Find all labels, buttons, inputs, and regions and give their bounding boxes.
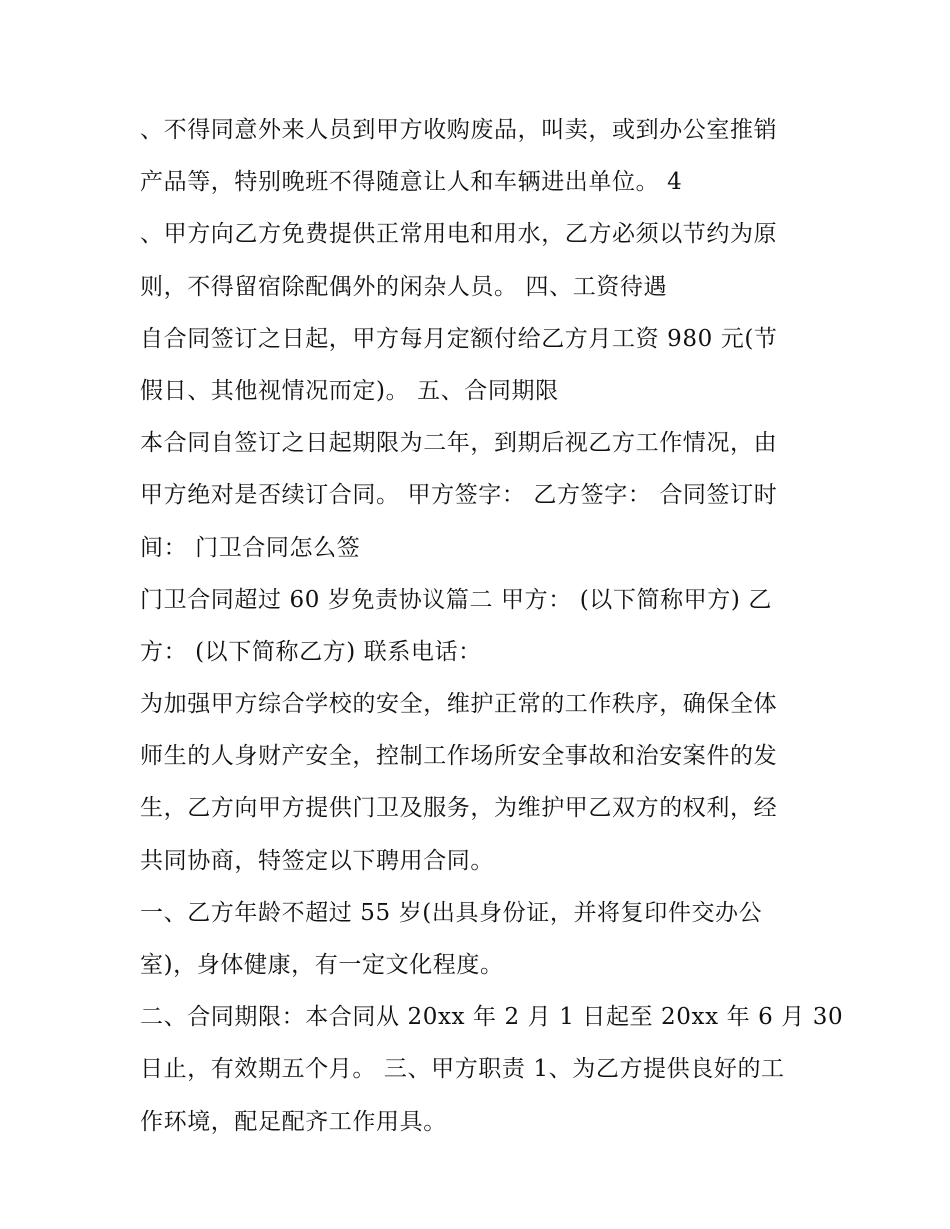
text-line: 本合同自签订之日起期限为二年，到期后视乙方工作情况，由 (140, 430, 778, 457)
text-line: 一、乙方年龄不超过 55 岁(出具身份证，并将复印件交办公 (140, 899, 763, 926)
text-line: 、不得同意外来人员到甲方收购废品，叫卖，或到办公室推销 (140, 117, 778, 143)
text-line: 产品等，特别晚班不得随意让人和车辆进出单位。 4 (140, 169, 683, 196)
text-line: 作环境，配足配齐工作用具。 (140, 1108, 447, 1135)
text-line: 假日、其他视情况而定)。 五、合同期限 (140, 377, 559, 404)
text-line: 为加强甲方综合学校的安全，维护正常的工作秩序，确保全体 (140, 691, 778, 718)
text-line: 室)，身体健康，有一定文化程度。 (140, 952, 504, 978)
text-line: 共同协商，特签定以下聘用合同。 (140, 847, 494, 874)
text-line: 自合同签订之日起，甲方每月定额付给乙方月工资 980 元(节 (140, 325, 778, 352)
text-line: 二、合同期限：本合同从 20xx 年 2 月 1 日起至 20xx 年 6 月 30 (140, 1004, 844, 1031)
text-line: 甲方绝对是否续订合同。 甲方签字： 乙方签字： 合同签订时 (140, 482, 778, 509)
text-line: 日止，有效期五个月。 三、甲方职责 1、为乙方提供良好的工 (140, 1056, 785, 1083)
text-line: 生，乙方向甲方提供门卫及服务，为维护甲乙双方的权利，经 (140, 795, 778, 822)
text-line: 、甲方向乙方免费提供正常用电和用水，乙方必须以节约为原 (140, 221, 778, 248)
text-line: 方： (以下简称乙方) 联系电话： (140, 638, 482, 665)
text-line: 则，不得留宿除配偶外的闲杂人员。 四、工资待遇 (140, 273, 668, 300)
text-line: 间： 门卫合同怎么签 (140, 534, 361, 561)
document-body (140, 104, 844, 1148)
text-line: 师生的人身财产安全，控制工作场所安全事故和治安案件的发 (140, 743, 778, 770)
text-line: 门卫合同超过 60 岁免责协议篇二 甲方： (以下简称甲方) 乙 (140, 586, 772, 613)
